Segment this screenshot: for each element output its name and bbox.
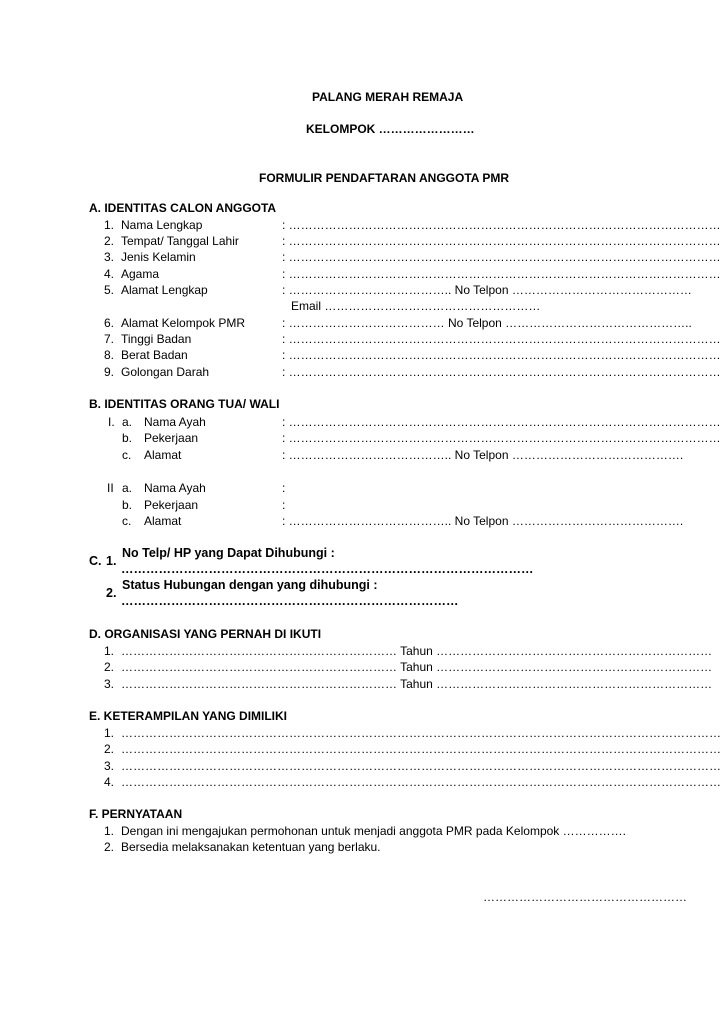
field-value[interactable]: : ………………………………….. No Telpon ……………………………………. (282, 448, 684, 462)
field-value[interactable]: : ………………………………….. No Telpon ……………………………………… (282, 283, 692, 297)
field-label: Agama (121, 267, 160, 281)
item-number: 2. (104, 234, 115, 248)
org-title: PALANG MERAH REMAJA (312, 90, 464, 104)
statement-text: Dengan ini mengajukan permohonan untuk menjadi anggota PMR pada Kelompok ……………. (121, 824, 626, 838)
section-a-title: A. IDENTITAS CALON ANGGOTA (89, 201, 277, 215)
field-label: Jenis Kelamin (121, 250, 196, 264)
field-value[interactable]: : (282, 481, 286, 495)
item-number: 4. (104, 267, 115, 281)
item-letter: b. (122, 431, 133, 445)
statement-text: Bersedia melaksanakan ketentuan yang berlaku. (121, 840, 381, 854)
item-number: 5. (104, 283, 115, 297)
section-d-title: D. ORGANISASI YANG PERNAH DI IKUTI (89, 627, 322, 641)
item-number: 3. (104, 677, 115, 691)
email-field[interactable]: Email ……………………………………………… (291, 299, 541, 313)
field-label: Alamat Kelompok PMR (121, 316, 246, 330)
item-number: 1. (104, 824, 115, 838)
field-label: Tinggi Badan (121, 332, 192, 346)
field-value[interactable]: : ……………………………………………………………………………………………… (282, 332, 721, 346)
item-number: 1. (106, 554, 117, 568)
relationship-field[interactable]: ……………………………………………………………………… (121, 594, 459, 608)
item-letter: b. (122, 498, 133, 512)
skill-field[interactable]: …………………………………………………………………………………………………………………………………… (121, 726, 721, 740)
field-value[interactable]: : ………………………………….. No Telpon ……………………………………. (282, 514, 684, 528)
form-title: FORMULIR PENDAFTARAN ANGGOTA PMR (259, 171, 509, 185)
section-e-title: E. KETERAMPILAN YANG DIMILIKI (89, 709, 288, 723)
item-number: 3. (104, 250, 115, 264)
skill-field[interactable]: …………………………………………………………………………………………………………………………………… (121, 742, 721, 756)
contact-phone-label: No Telp/ HP yang Dapat Dihubungi : (122, 546, 335, 560)
skill-field[interactable]: …………………………………………………………………………………………………………………………………… (121, 759, 721, 773)
field-value[interactable]: : ………………………………… No Telpon ……………………………………….. (282, 316, 692, 330)
item-number: 4. (104, 775, 115, 789)
skill-field[interactable]: …………………………………………………………………………………………………………………………………… (121, 775, 721, 789)
item-number: 1. (104, 726, 115, 740)
field-value[interactable]: : ……………………………………………………………………………………………… (282, 218, 721, 232)
item-letter: c. (122, 514, 132, 528)
organization-field[interactable]: …………………………………………………………… Tahun …………………………………………………………… (121, 677, 713, 691)
field-value[interactable]: : ……………………………………………………………………………………………… (282, 348, 721, 362)
item-number: 2. (104, 840, 115, 854)
field-label: Pekerjaan (144, 431, 199, 445)
field-value[interactable]: : ……………………………………………………………………………………………… (282, 234, 721, 248)
section-c-letter: C. (89, 554, 102, 568)
item-number: 1. (104, 644, 115, 658)
field-value[interactable]: : ……………………………………………………………………………………………… (282, 267, 721, 281)
field-label: Nama Lengkap (121, 218, 203, 232)
section-b-title: B. IDENTITAS ORANG TUA/ WALI (89, 397, 280, 411)
signature-line[interactable]: …………………………………………… (483, 890, 687, 904)
field-value[interactable]: : ……………………………………………………………………………………………… (282, 250, 721, 264)
item-number: 2. (104, 660, 115, 674)
item-number: 2. (104, 742, 115, 756)
organization-field[interactable]: …………………………………………………………… Tahun …………………………………………………………… (121, 644, 713, 658)
group-name: KELOMPOK …………………… (306, 122, 475, 136)
field-value[interactable]: : ……………………………………………………………………………………………… (282, 415, 721, 429)
field-value[interactable]: : ……………………………………………………………………………………………… (282, 365, 721, 379)
field-label: Golongan Darah (121, 365, 210, 379)
item-number: 3. (104, 759, 115, 773)
item-letter: a. (122, 481, 133, 495)
item-letter: a. (122, 415, 133, 429)
item-number: 1. (104, 218, 115, 232)
field-label: Pekerjaan (144, 498, 199, 512)
field-label: Berat Badan (121, 348, 188, 362)
item-number: 9. (104, 365, 115, 379)
roman-number: II (107, 481, 114, 495)
section-f-title: F. PERNYATAAN (89, 807, 183, 821)
item-letter: c. (122, 448, 132, 462)
field-label: Tempat/ Tanggal Lahir (121, 234, 239, 248)
item-number: 2. (106, 586, 117, 600)
item-number: 8. (104, 348, 115, 362)
field-value[interactable]: : (282, 498, 286, 512)
field-label: Nama Ayah (144, 415, 206, 429)
organization-field[interactable]: …………………………………………………………… Tahun …………………………………………………………… (121, 660, 713, 674)
field-label: Alamat (144, 514, 182, 528)
item-number: 6. (104, 316, 115, 330)
field-label: Alamat (144, 448, 182, 462)
item-number: 7. (104, 332, 115, 346)
roman-number: I. (108, 415, 115, 429)
field-value[interactable]: : ……………………………………………………………………………………………… (282, 431, 721, 445)
contact-phone-field[interactable]: ……………………………………………………………………………………… (121, 562, 534, 576)
field-label: Alamat Lengkap (121, 283, 208, 297)
field-label: Nama Ayah (144, 481, 206, 495)
relationship-label: Status Hubungan dengan yang dihubungi : (122, 578, 378, 592)
